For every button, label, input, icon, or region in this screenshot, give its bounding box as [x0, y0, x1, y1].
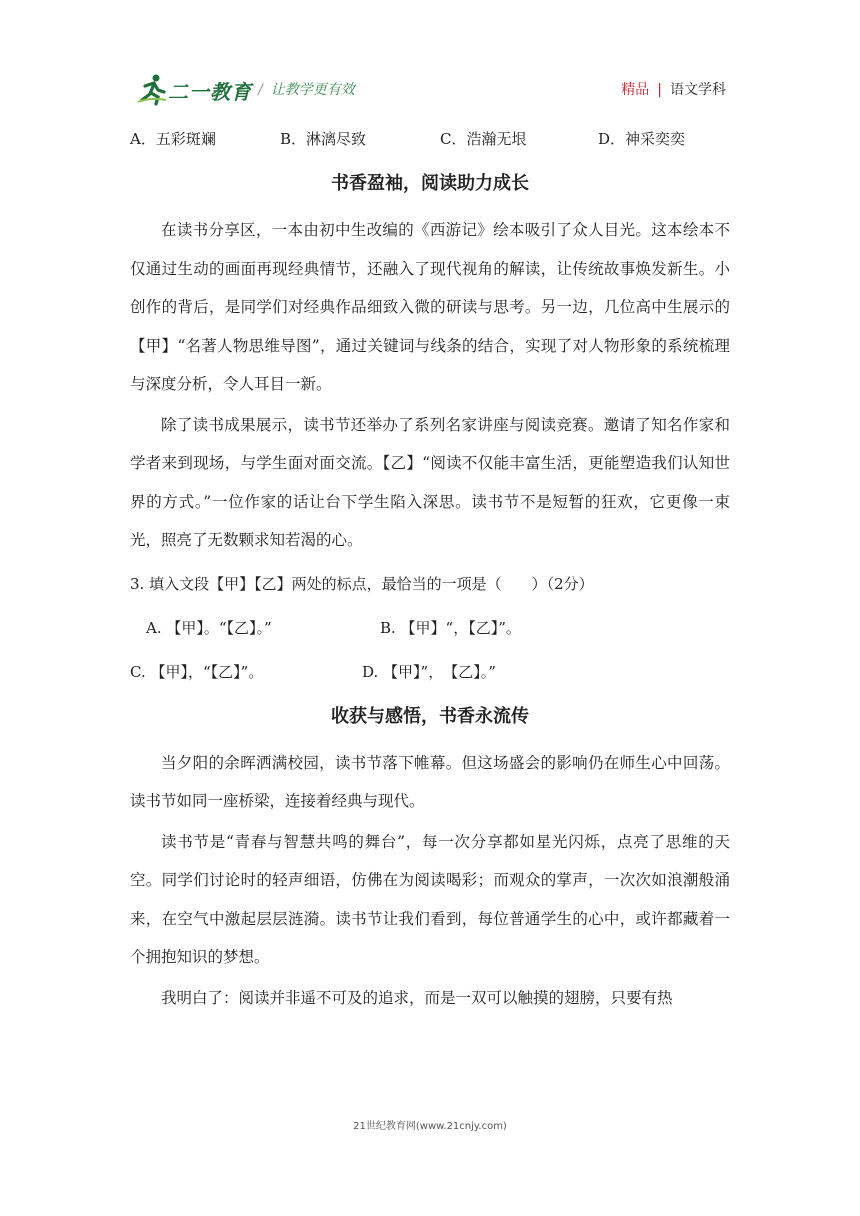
slogan-divider: /: [258, 82, 263, 98]
question-options-row: [130, 606, 730, 650]
runner-logo-icon: [136, 72, 170, 106]
logo-text: 二一教育: [168, 80, 252, 104]
subject-label: 语文学科: [670, 82, 726, 98]
option-d: D. 【甲】”， 【乙】。”: [362, 662, 496, 681]
paragraph: 读书节是“青春与智慧共鸣的舞台”，每一次分享都如星光闪烁，点亮了思维的天空。同学们讨论时的轻声细语，仿佛在为阅读喝彩；而观众的掌声，一次次如浪潮般涌来，在空气中激起层层涟漪。读书节让我们看到，每位普通学生的心中，或许都藏着一个拥抱知识的梦想。: [130, 832, 730, 966]
option-b: B．淋漓尽致: [280, 130, 367, 148]
paragraph: 我明白了：阅读并非遥不可及的追求，而是一双可以触摸的翅膀，只要有热: [161, 988, 673, 1007]
section-title: 书香盈袖，阅读助力成长: [331, 173, 529, 194]
option-b: B. 【甲】“，【乙】”。: [380, 618, 521, 637]
previous-question-options: [130, 125, 730, 153]
question-options-row: [130, 650, 730, 694]
page-footer: 21世纪教育网(www.21cnjy.com): [353, 1121, 507, 1132]
option-d: D．神采奕奕: [598, 130, 686, 148]
document-body: [130, 125, 730, 1019]
question-stem: 3. 填入文段【甲】【乙】两处的标点，最恰当的一项是（ ）（2分）: [130, 574, 594, 593]
option-c: C．浩瀚无垠: [440, 130, 527, 148]
paragraph: 在读书分享区，一本由初中生改编的《西游记》绘本吸引了众人目光。这本绘本不仅通过生动的画面再现经典情节，还融入了现代视角的解读，让传统故事焕发新生。小创作的背后，是同学们对经典作品细致入微的研读与思考。另一边，几位高中生展示的【甲】“名著人物思维导图”，通过关键词与线条的结合，实现了对人物形象的系统梳理与深度分析，令人耳目一新。: [130, 221, 730, 393]
option-c: C. 【甲】，“【乙】”。: [130, 662, 264, 681]
section-title: 收获与感悟，书香永流传: [331, 705, 529, 727]
paragraph: 除了读书成果展示，读书节还举办了系列名家讲座与阅读竞赛。邀请了知名作家和学者来到现场，与学生面对面交流。【乙】“阅读不仅能丰富生活，更能塑造我们认知世界的方式。”一位作家的话让台下学生陷入深思。读书节不是短暂的狂欢，它更像一束光，照亮了无数颗求知若渴的心。: [130, 415, 730, 549]
paragraph: 当夕阳的余晖洒满校园，读书节落下帷幕。但这场盛会的影响仍在师生心中回荡。读书节如同一座桥梁，连接着经典与现代。: [130, 753, 730, 810]
header-badge: [621, 79, 726, 99]
option-a: A. 【甲】。“【乙】。”: [146, 618, 272, 637]
option-a: A．五彩斑斓: [130, 130, 216, 148]
logo: [136, 72, 252, 106]
slogan-text: 让教学更有效: [270, 82, 355, 98]
quality-label: 精品: [621, 82, 650, 98]
slogan: [258, 79, 355, 99]
page-header: [136, 72, 726, 108]
header-separator: |: [657, 82, 662, 98]
